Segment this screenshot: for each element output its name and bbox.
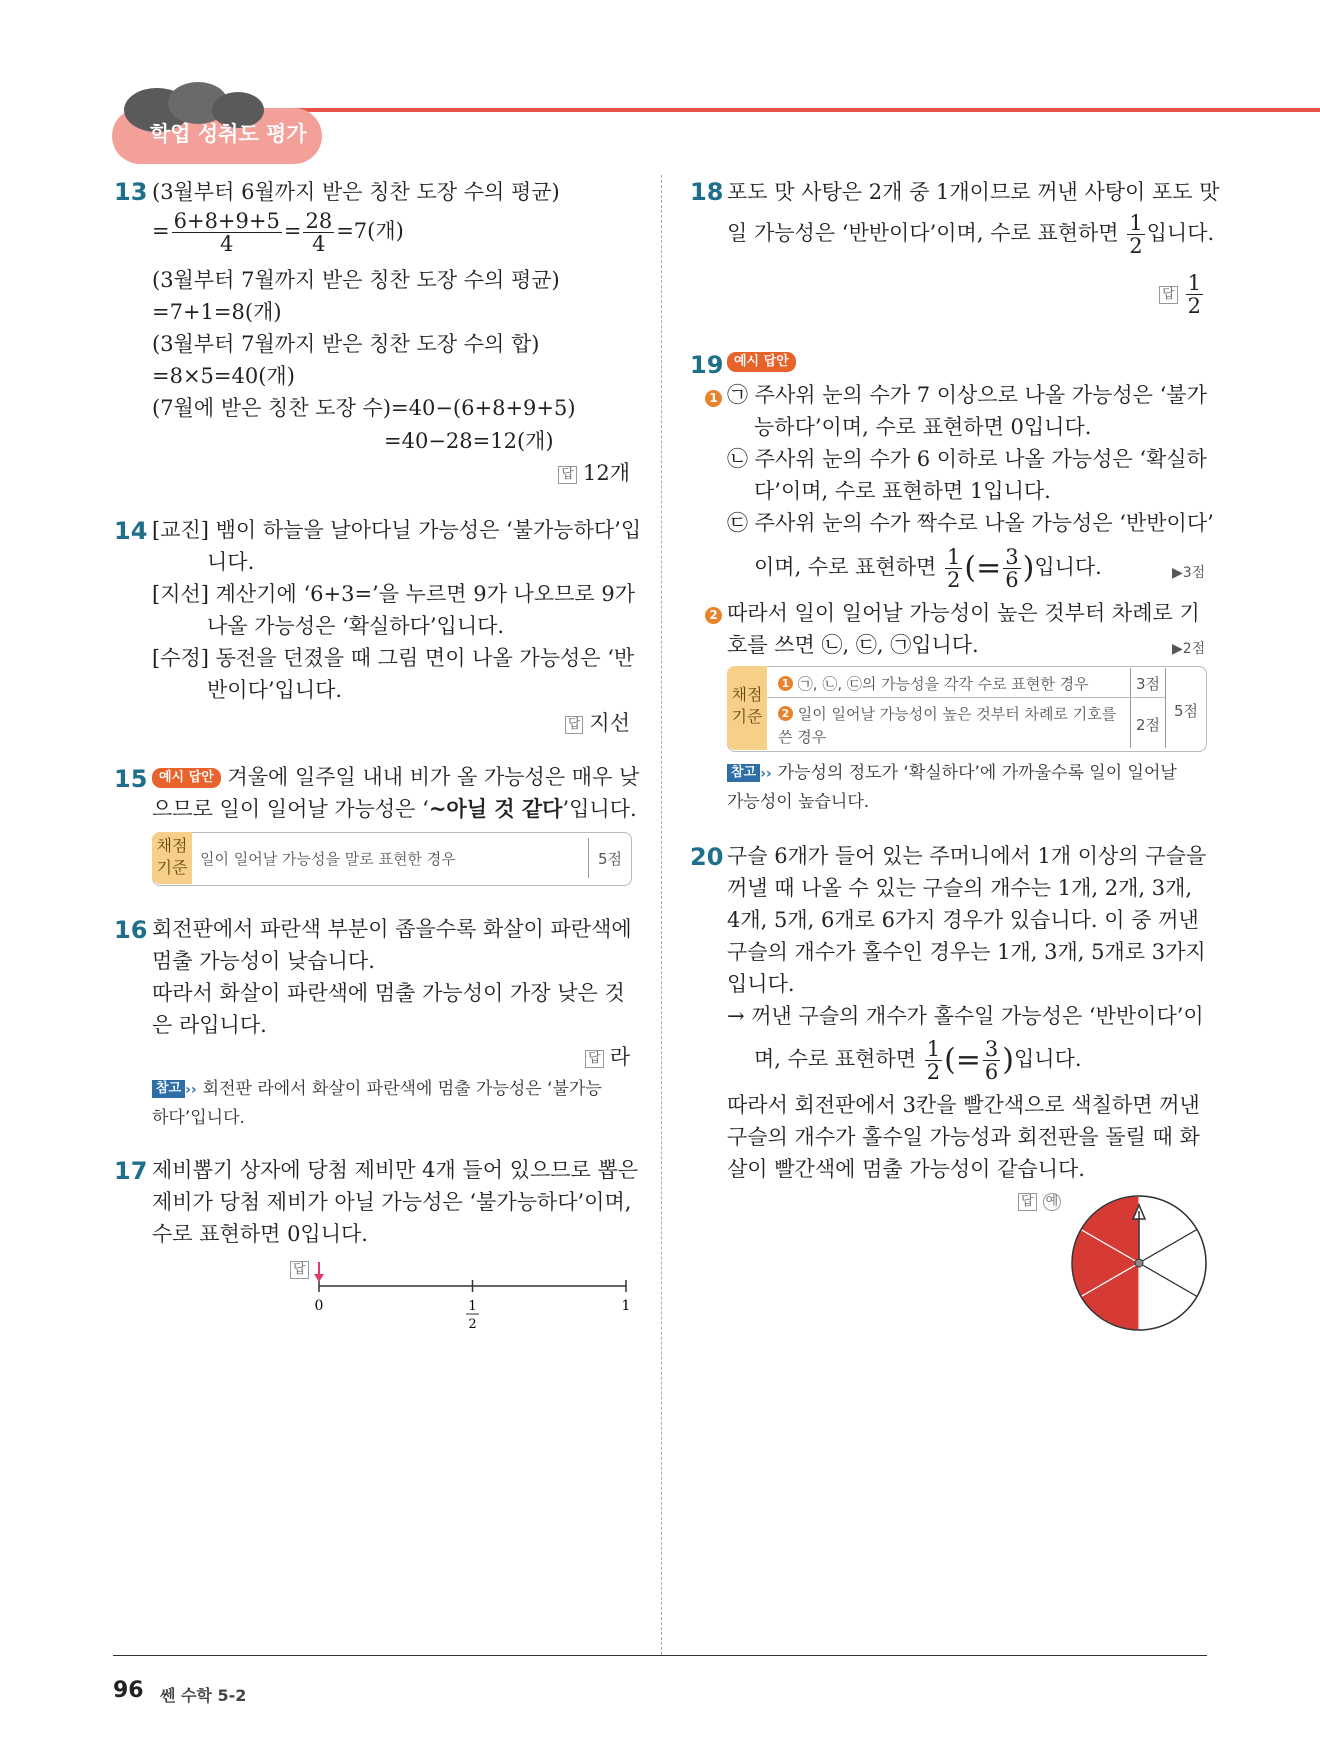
q18-line-2: 일 가능성은 ‘반반이다’이며, 수로 표현하면 $\frac{1}{2}$ 입니다. [727, 211, 1215, 258]
q13-line-2: = $\frac{6+8+9+5}{4}$ = $\frac{28}{4}$ =7(개) [152, 209, 404, 256]
q16-line-3: 따라서 화살이 파란색에 멈출 가능성이 가장 낮은 것 [152, 981, 625, 1005]
q19-criteria-label: 채점 기준 [727, 666, 767, 750]
question-number-13: 13 [114, 178, 148, 206]
q20-line-1: 구슬 6개가 들어 있는 주머니에서 1개 이상의 구슬을 [727, 844, 1207, 868]
q19-line-a2: 능하다’이며, 수로 표현하면 0입니다. [754, 415, 1092, 439]
book-title: 쎈 수학 5-2 [160, 1686, 247, 1705]
answer-label: 답 [1159, 286, 1178, 304]
q15-line-2: 으므로 일이 일어날 가능성은 ‘~아닐 것 같다’입니다. [152, 796, 637, 821]
q19-line-b2: 다’이며, 수로 표현하면 1입니다. [754, 479, 1051, 503]
axis-label-half-numerator: 1 [468, 1299, 477, 1314]
q13-line-5: (3월부터 7월까지 받은 칭찬 도장 수의 합) [152, 332, 540, 356]
q19-criteria-1: 1 ㉠, ㉡, ㉢의 가능성을 각각 수로 표현한 경우 [778, 673, 1089, 694]
example-answer-badge: 예시 답안 [152, 768, 221, 788]
q19-line-c2: 이며, 수로 표현하면 $\frac{1}{2}$ (= $\frac{3}{6}$ )입니다. [754, 545, 1102, 592]
q15-criteria-label: 채점 기준 [152, 832, 192, 884]
axis-label-half-denominator: 2 [468, 1317, 477, 1332]
q20-line-3: 4개, 5개, 6개로 6가지 경우가 있습니다. 이 중 꺼낸 [727, 908, 1199, 932]
q17-line-3: 수로 표현하면 0입니다. [152, 1222, 368, 1246]
question-number-16: 16 [114, 916, 148, 944]
q14-line-5: [수정] 동전을 던졌을 때 그림 면이 나올 가능성은 ‘반 [152, 646, 635, 670]
q13-line-4: =7+1=8(개) [152, 300, 282, 324]
q18-line-1: 포도 맛 사탕은 2개 중 1개이므로 꺼낸 사탕이 포도 맛 [727, 180, 1220, 204]
q20-spinner [1068, 1192, 1210, 1334]
q14-line-2: 니다. [207, 550, 255, 574]
question-number-15: 15 [114, 765, 148, 793]
q19-line-d1: 따라서 일이 일어날 가능성이 높은 것부터 차례로 기 [727, 601, 1200, 625]
q19-line-c1: ㉢ 주사위 눈의 수가 짝수로 나올 가능성은 ‘반반이다’ [727, 511, 1214, 535]
axis-label-0: 0 [314, 1298, 324, 1314]
q13-line-3: (3월부터 7월까지 받은 칭찬 도장 수의 평균) [152, 268, 560, 292]
question-number-20: 20 [690, 843, 724, 871]
answer-label: 답 [585, 1050, 604, 1068]
answer-label: 답 [290, 1261, 309, 1279]
header-banner-title: 학업 성취도 평가 [150, 122, 307, 146]
q20-line-9: 구슬의 개수가 홀수일 가능성과 회전판을 돌릴 때 화 [727, 1125, 1200, 1149]
q20-line-2: 꺼낼 때 나올 수 있는 구슬의 개수는 1개, 2개, 3개, [727, 876, 1193, 900]
note-tag: 참고 [152, 1080, 185, 1098]
question-number-18: 18 [690, 178, 724, 206]
q19-line-d2: 호를 쓰면 ㉡, ㉢, ㉠입니다. [727, 633, 979, 657]
q20-line-4: 구슬의 개수가 홀수인 경우는 1개, 3개, 5개로 3가지 [727, 940, 1206, 964]
q14-line-1: [교진] 뱀이 하늘을 날아다닐 가능성은 ‘불가능하다’입 [152, 518, 642, 542]
question-number-14: 14 [114, 517, 148, 545]
q16-line-2: 멈출 가능성이 낮습니다. [152, 949, 375, 973]
answer-label: 답 [558, 466, 577, 484]
q20-line-8: 따라서 회전판에서 3칸을 빨간색으로 색칠하면 꺼낸 [727, 1093, 1200, 1117]
step-2-icon: 2 [705, 607, 722, 624]
q19-line-a1: ㉠ 주사위 눈의 수가 7 이상으로 나올 가능성은 ‘불가 [727, 383, 1207, 407]
q17-line-1: 제비뽑기 상자에 당첨 제비만 4개 들어 있으므로 뽑은 [152, 1158, 639, 1182]
q17-line-2: 제비가 당첨 제비가 아닐 가능성은 ‘불가능하다’이며, [152, 1190, 632, 1214]
q19-criteria-2a: 2 일이 일어날 가능성이 높은 것부터 차례로 기호를 [778, 703, 1116, 724]
q15-criteria-text: 일이 일어날 가능성을 말로 표현한 경우 [200, 850, 456, 868]
q16-note-line-1: 참고 ›› 회전판 라에서 화살이 파란색에 멈출 가능성은 ‘불가능 [152, 1074, 602, 1105]
q19-criteria-2-points: 2점 [1136, 716, 1161, 734]
q14-answer: 답 지선 [565, 708, 630, 738]
answer-label: 답 [565, 716, 584, 734]
q19-criteria-1-points: 3점 [1136, 675, 1161, 693]
q13-line-1: (3월부터 6월까지 받은 칭찬 도장 수의 평균) [152, 180, 560, 204]
q19-criteria-total: 5점 [1174, 702, 1199, 720]
q19-points-2: ▶2점 [1172, 641, 1206, 657]
q19-points-1: ▶3점 [1172, 565, 1206, 581]
q20-line-5: 입니다. [727, 972, 795, 996]
q16-line-4: 은 라입니다. [152, 1013, 267, 1037]
q15-line-1: 예시 답안 겨울에 일주일 내내 비가 올 가능성은 매우 낮 [152, 762, 639, 792]
q19-note-line-2: 가능성이 높습니다. [727, 792, 870, 812]
q15-criteria-points: 5점 [598, 850, 623, 868]
example-answer-badge: 예시 답안 [727, 352, 796, 372]
footer-rule [113, 1655, 1207, 1656]
q20-line-10: 살이 빨간색에 멈출 가능성이 같습니다. [727, 1157, 1085, 1181]
step-1-icon: 1 [705, 390, 722, 407]
q14-line-6: 반이다’입니다. [207, 678, 343, 702]
note-tag: 참고 [727, 764, 760, 782]
q18-answer: 답 $\frac{1}{2}$ [1159, 272, 1205, 317]
q14-line-4: 나올 가능성은 ‘확실하다’입니다. [207, 614, 505, 638]
q13-line-7: (7월에 받은 칭찬 도장 수)=40−(6+8+9+5) [152, 396, 576, 420]
q16-note-line-2: 하다’입니다. [152, 1108, 245, 1128]
q16-answer: 답 라 [585, 1042, 630, 1072]
q20-line-7: 며, 수로 표현하면 $\frac{1}{2}$ (= $\frac{3}{6}$ )입니다. [754, 1037, 1082, 1084]
answer-label: 답 [1018, 1193, 1037, 1211]
question-number-19: 19 [690, 351, 724, 379]
q13-answer: 답 12개 [558, 458, 630, 488]
q17-number-line [300, 1262, 640, 1334]
q14-line-3: [지선] 계산기에 ‘6+3=’을 누르면 9가 나오므로 9가 [152, 582, 635, 606]
q20-line-6: → 꺼낸 구슬의 개수가 홀수일 가능성은 ‘반반이다’이 [727, 1004, 1204, 1028]
q16-line-1: 회전판에서 파란색 부분이 좁을수록 화살이 파란색에 [152, 917, 632, 941]
q19-note-line-1: 참고 ›› 가능성의 정도가 ‘확실하다’에 가까울수록 일이 일어날 [727, 758, 1177, 789]
column-divider [661, 175, 662, 1655]
page-number: 96 [113, 1678, 144, 1703]
header-cloud [112, 88, 330, 172]
question-number-17: 17 [114, 1157, 148, 1185]
header-rule [290, 108, 1320, 112]
q19-criteria-2b: 쓴 경우 [778, 728, 827, 746]
example-label: 예 [1043, 1193, 1062, 1211]
answer-arrow [314, 1262, 324, 1282]
spinner-hub [1135, 1259, 1143, 1267]
q19-line-b1: ㉡ 주사위 눈의 수가 6 이하로 나올 가능성은 ‘확실하 [727, 447, 1207, 471]
axis-label-1: 1 [621, 1298, 631, 1314]
q13-line-6: =8×5=40(개) [152, 364, 295, 388]
q13-line-8: =40−28=12(개) [384, 429, 554, 453]
